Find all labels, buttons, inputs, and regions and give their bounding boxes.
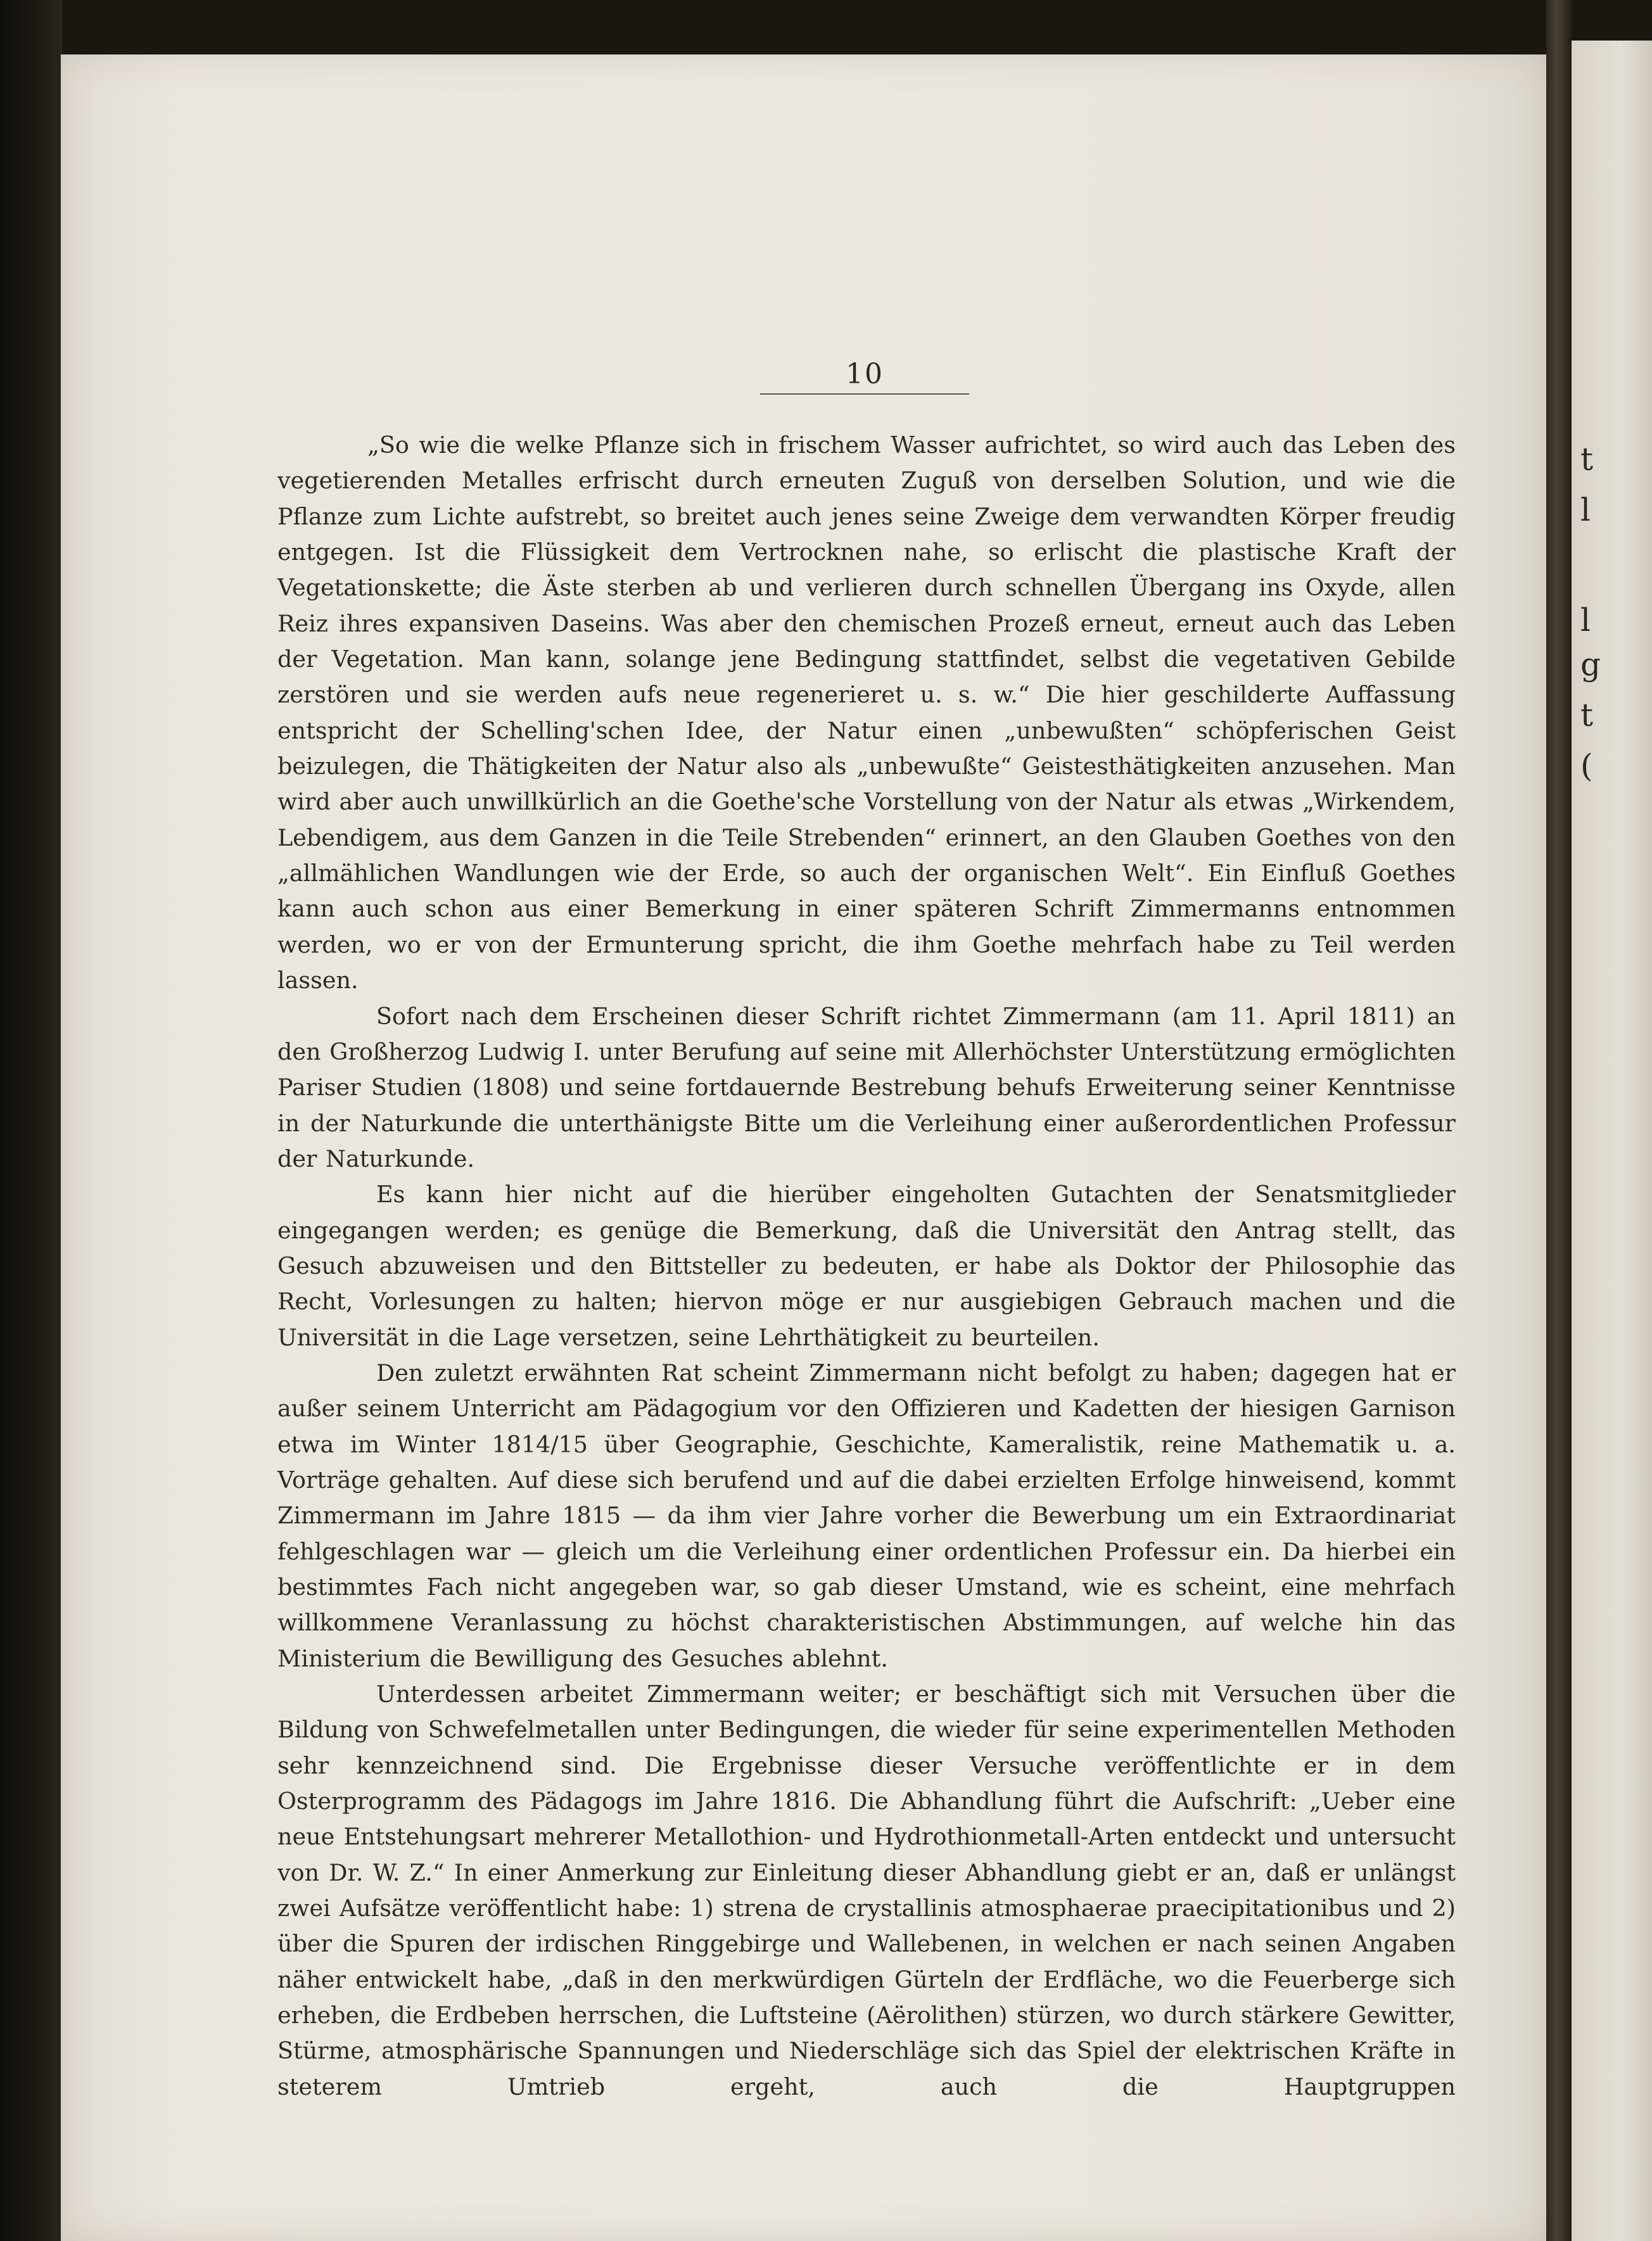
adjacent-page-letter: t bbox=[1580, 697, 1594, 733]
adjacent-page-edge bbox=[1572, 41, 1652, 2241]
page-body-text bbox=[277, 428, 1456, 2105]
adjacent-page-letter: l bbox=[1580, 602, 1591, 638]
paragraph-2: Sofort nach dem Erscheinen dieser Schrift richtet Zimmermann (am 11. April 1811) an den Großherzog Ludwig I. unter Berufung auf seine mit Allerhöchster Unterstützung ermöglichten Pariser Studien (1808) und seine fortdauernde Bestrebung behufs Erweiterung seiner Kenntnisse in der Naturkunde die unterthänigste Bitte um die Verleihung einer außerordentlichen Professur der Naturkunde. bbox=[277, 1002, 1456, 1172]
adjacent-page-letter: l bbox=[1580, 492, 1591, 528]
book-gutter bbox=[1546, 0, 1572, 2241]
scan-left-border bbox=[0, 0, 62, 2241]
header-rule bbox=[760, 393, 969, 395]
paragraph-3: Es kann hier nicht auf die hierüber eingeholten Gutachten der Senatsmitglieder eingegangen werden; es genüge die Bemerkung, daß die Universität den Antrag stellt, das Gesuch abzuweisen und den Bittsteller zu bedeuten, er habe als Doktor der Philosophie das Recht, Vorlesungen zu halten; hiervon möge er nur ausgiebigen Gebrauch machen und die Universität in die Lage versetzen, seine Lehrthätigkeit zu beurteilen. bbox=[277, 1181, 1456, 1351]
adjacent-page-letter: t bbox=[1580, 441, 1594, 478]
adjacent-page-letter: ( bbox=[1580, 747, 1593, 784]
paragraph-1: „So wie die welke Pflanze sich in frischem Wasser aufrichtet, so wird auch das Leben des vegetierenden Metalles erfrischt durch erneuten Zuguß von derselben Solution, und wie die Pflanze zum Lichte aufstrebt, so breitet auch jenes seine Zweige dem verwandten Körper freudig entgegen. Ist die Flüssigkeit dem Vertrocknen nahe, so erlischt die plastische Kraft der Vegetationskette; die Äste sterben ab und verlieren durch schnellen Übergang ins Oxyde, allen Reiz ihres expansiven Daseins. Was aber den chemischen Prozeß erneut, erneut auch das Leben der Vegetation. Man kann, solange jene Bedingung stattfindet, selbst die vegetativen Gebilde zerstören und sie werden aufs neue regenerieret u. s. w.“ Die hier geschilderte Auffassung entspricht der Schelling'schen Idee, der Natur einen „unbewußten“ schöpferischen Geist beizulegen, die Thätigkeiten der Natur also als „unbewußte“ Geistesthätigkeiten anzusehen. Man wird aber auch unwillkürlich an die Goethe'sche Vorstellung von der Natur als etwas „Wirkendem, Lebendigem, aus dem Ganzen in die Teile Strebenden“ erinnert, an den Glauben Goethes von den „allmählichen Wandlungen wie der Erde, so auch der organischen Welt“. Ein Einfluß Goethes kann auch schon aus einer Bemerkung in einer späteren Schrift Zimmermanns entnommen werden, wo er von der Ermunterung spricht, die ihm Goethe mehrfach habe zu Teil werden lassen. bbox=[277, 431, 1456, 994]
adjacent-page-letter: g bbox=[1580, 646, 1601, 683]
page-number: 10 bbox=[846, 358, 884, 390]
paragraph-4: Den zuletzt erwähnten Rat scheint Zimmermann nicht befolgt zu haben; dagegen hat er außer seinem Unterricht am Pädagogium vor den Offizieren und Kadetten der hiesigen Garnison etwa im Winter 1814/15 über Geographie, Geschichte, Kameralistik, reine Mathematik u. a. Vorträge gehalten. Auf diese sich berufend und auf die dabei erzielten Erfolge hinweisend, kommt Zimmermann im Jahre 1815 — da ihm vier Jahre vorher die Bewerbung um ein Extraordinariat fehlgeschlagen war — gleich um die Verleihung einer ordentlichen Professur ein. Da hierbei ein bestimmtes Fach nicht angegeben war, so gab dieser Umstand, wie es scheint, eine mehrfach willkommene Veranlassung zu höchst charakteristischen Abstimmungen, auf welche hin das Ministerium die Bewilligung des Gesuches ablehnt. bbox=[277, 1359, 1456, 1672]
paragraph-5: Unterdessen arbeitet Zimmermann weiter; er beschäftigt sich mit Versuchen über die Bildung von Schwefelmetallen unter Bedingungen, die wieder für seine experimentellen Methoden sehr kennzeichnend sind. Die Ergebnisse dieser Versuche veröffentlichte er in dem Osterprogramm des Pädagogs im Jahre 1816. Die Abhandlung führt die Aufschrift: „Ueber eine neue Entstehungsart mehrerer Metallothion- und Hydrothionmetall-Arten entdeckt und untersucht von Dr. W. Z.“ In einer Anmerkung zur Einleitung dieser Abhandlung giebt er an, daß er unlängst zwei Aufsätze veröffentlicht habe: 1) strena de crystallinis atmosphaerae praecipitationibus und 2) über die Spuren der irdischen Ringgebirge und Wallebenen, in welchen er nach seinen Angaben näher entwickelt habe, „daß in den merkwürdigen Gürteln der Erdfläche, wo die Feuerberge sich erheben, die Erdbeben herrschen, die Luftsteine (Aërolithen) stürzen, wo durch stärkere Gewitter, Stürme, atmosphärische Spannungen und Niederschläge sich das Spiel der elektrischen Kräfte in steterem Umtrieb ergeht, auch die Hauptgruppen bbox=[277, 1680, 1456, 2100]
